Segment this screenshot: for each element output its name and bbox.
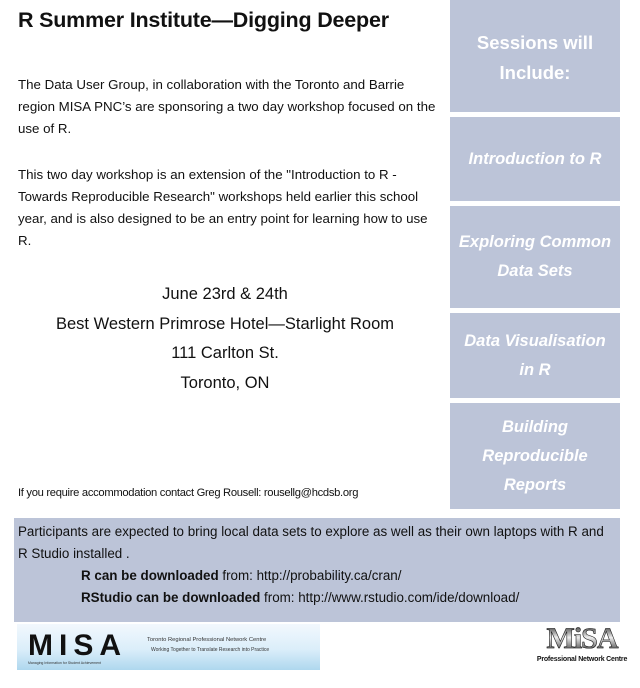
session-panel-exploring-data <box>450 206 620 308</box>
session-panel-reproducible-reports <box>450 403 620 509</box>
session-title-line1: Data Visualisation <box>464 331 606 350</box>
requirements-text: Participants are expected to bring local data sets to explore as well as their own laptops with R and R Studio installed . <box>18 524 604 561</box>
session-title: Introduction to R <box>468 149 602 168</box>
session-title-line2: Reproducible <box>482 446 588 465</box>
session-panel-introduction <box>450 117 620 201</box>
venue-block <box>0 280 450 398</box>
sessions-heading-line1: Sessions will <box>476 32 594 53</box>
r-download-link[interactable]: from: http://probability.ca/cran/ <box>218 568 402 583</box>
sessions-heading-line2: Include: <box>499 62 571 83</box>
misa-logo: MISA <box>28 629 127 662</box>
misa-toronto-banner <box>17 624 320 670</box>
event-city: Toronto, ON <box>180 373 270 392</box>
session-panel-visualisation <box>450 313 620 398</box>
page-title: R Summer Institute—Digging Deeper <box>18 8 389 32</box>
rstudio-download-line <box>18 587 616 609</box>
session-title-line1: Exploring Common <box>458 233 612 251</box>
accommodation-contact: If you require accommodation contact Greg Rousell: rousellg@hcdsb.org <box>18 487 359 499</box>
rstudio-download-label: RStudio can be downloaded <box>81 590 261 605</box>
misa-pnc-logo-subtitle: Professional Network Centre <box>536 656 628 663</box>
requirements-notice <box>14 518 620 622</box>
session-title-line2: in R <box>519 360 551 379</box>
intro-paragraph-1: The Data User Group, in collaboration with the Toronto and Barrie region MISA PNC’s are sponsoring a two day workshop focused on the use of R. <box>18 77 436 136</box>
misa-pnc-logo <box>534 624 630 676</box>
session-title-line2: Data Sets <box>497 262 573 280</box>
misa-banner-line2: Working Together to Translate Research into Practice <box>151 647 270 653</box>
intro-paragraph-2: This two day workshop is an extension of the "Introduction to R - Towards Reproducible Research" workshops held earlier this school year, and is also designed to be an entry point for learning how to use R. <box>18 167 428 248</box>
rstudio-download-link[interactable]: from: http://www.rstudio.com/ide/download/ <box>260 590 520 605</box>
sessions-heading-panel <box>450 0 620 112</box>
r-download-line <box>18 565 616 587</box>
event-dates: June 23rd & 24th <box>162 285 288 303</box>
session-title-line3: Reports <box>503 475 567 494</box>
event-location: Best Western Primrose Hotel—Starlight Room <box>55 314 395 333</box>
r-download-label: R can be downloaded <box>81 568 219 583</box>
misa-logo-subtitle: Managing Information for Student Achievement <box>28 661 101 665</box>
misa-banner-line1: Toronto Regional Professional Network Centre <box>147 637 267 643</box>
session-title-line1: Building <box>502 417 568 436</box>
event-address: 111 Carlton St. <box>171 344 279 362</box>
misa-pnc-logo-word: MiSA <box>534 624 630 654</box>
